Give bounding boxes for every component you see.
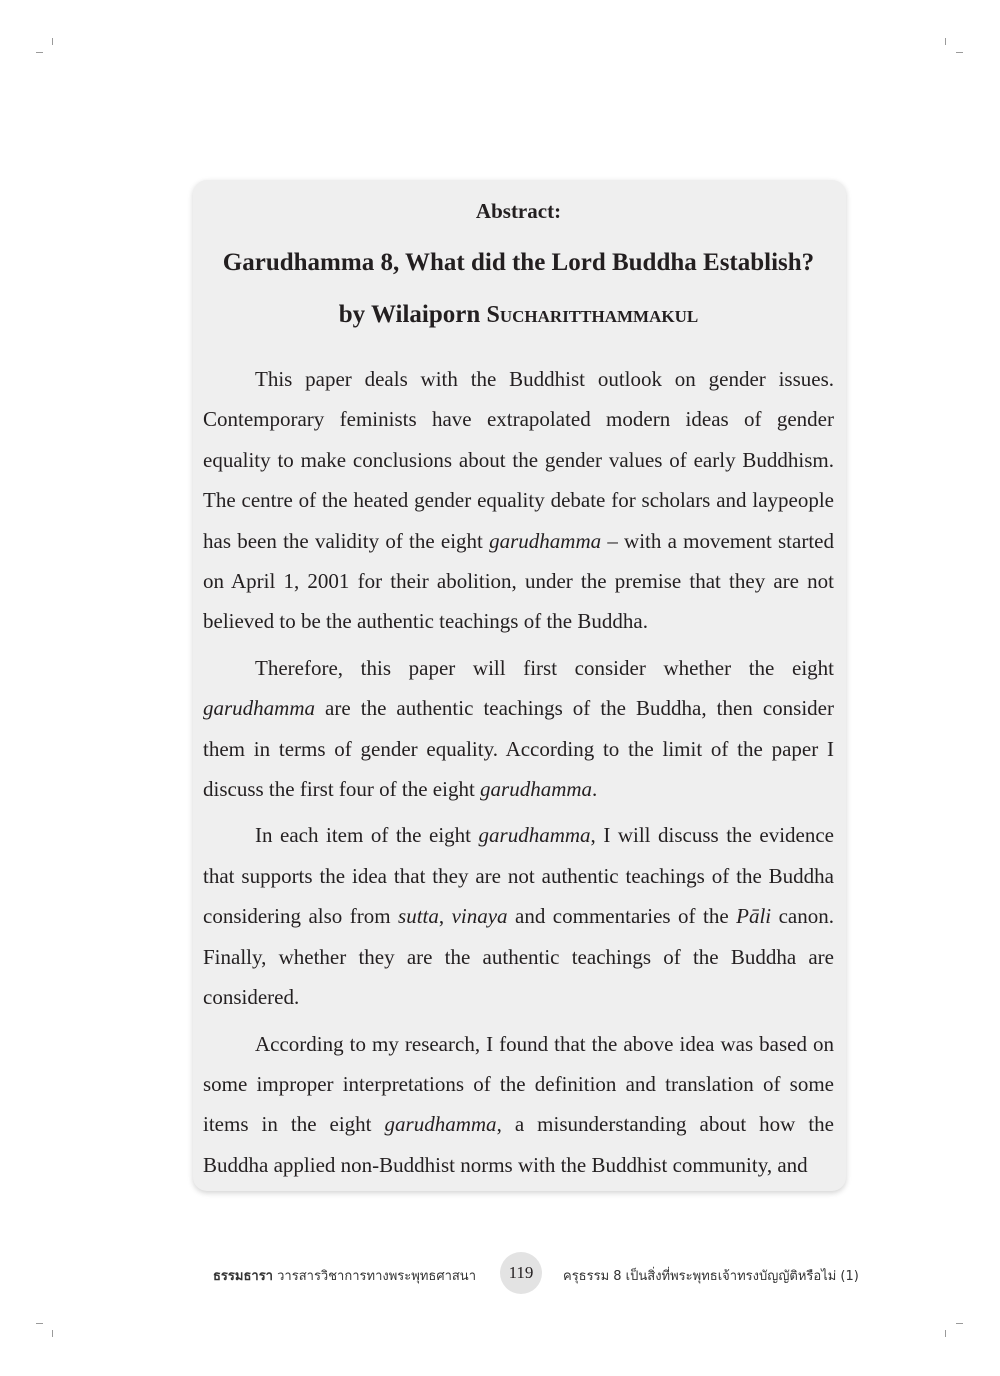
abstract-paragraph (203, 359, 834, 642)
byline-prefix: by Wilaiporn (338, 301, 487, 328)
paper-title: Garudhamma 8, What did the Lord Buddha Establish? (222, 249, 815, 276)
crop-mark (36, 1323, 43, 1324)
crop-mark (52, 1330, 53, 1337)
italic-term: garudhamma (489, 528, 602, 553)
journal-subtitle: วารสารวิชาการทางพระพุทธศาสนา (277, 1269, 476, 1284)
abstract-paragraph (203, 648, 834, 810)
paragraph-text: . (592, 777, 598, 802)
italic-term: vinaya (451, 904, 508, 929)
paragraph-text: , I will discuss the evidence that supports the idea that they are not authentic teachings of the Buddha considering also from (203, 823, 834, 929)
italic-term: garudhamma (480, 777, 593, 802)
paragraph-text: In each item of the eight (255, 823, 479, 848)
paragraph-text: canon. Finally, whether they are the authentic teachings of the Buddha are considered. (203, 904, 834, 1010)
italic-term: Pāli (736, 904, 772, 929)
crop-mark (36, 52, 43, 53)
paragraph-text: are the authentic teachings of the Buddha, then consider them in terms of gender equality. According to the limit of the paper I discuss the first four of the eight (203, 696, 834, 802)
crop-mark (956, 1323, 963, 1324)
article-running-title: ครุธรรม 8 เป็นสิ่งที่พระพุทธเจ้าทรงบัญญัติหรือไม่ (1) (563, 1269, 859, 1284)
italic-term: garudhamma (203, 696, 316, 721)
author-surname: Sucharitthammakul (486, 302, 699, 328)
paragraph-text: Therefore, this paper will first consider whether the eight (255, 655, 834, 680)
paragraph-text: According to my research, I found that the above idea was based on some improper interpretations of the definition and translation of some items in the eight (203, 1031, 834, 1137)
journal-info (213, 1265, 476, 1286)
italic-term: garudhamma (478, 823, 591, 848)
paragraph-text: – with a movement started on April 1, 2001 for their abolition, under the premise that they are not believed to be the authentic teachings of the Buddha. (203, 528, 834, 634)
paragraph-text: , a misunderstanding about how the Buddha applied non-Buddhist norms with the Buddhist community, and (203, 1112, 834, 1177)
crop-mark (956, 52, 963, 53)
abstract-paragraph (203, 815, 834, 1017)
paragraph-text: and commentaries of the (507, 904, 737, 929)
crop-mark (945, 38, 946, 45)
abstract-body (203, 359, 834, 1185)
paragraph-text: , (438, 904, 452, 929)
page-number: 119 (500, 1252, 542, 1294)
abstract-label: Abstract: (475, 199, 562, 223)
page-footer (0, 1252, 1000, 1292)
italic-term: garudhamma (384, 1112, 497, 1137)
abstract-paragraph (203, 1024, 834, 1186)
italic-term: sutta (398, 904, 439, 929)
abstract-box (193, 180, 846, 1191)
crop-mark (52, 38, 53, 45)
paragraph-text: This paper deals with the Buddhist outlook on gender issues. Contemporary feminists have extrapolated modern ideas of gender equality to make conclusions about the gender values of early Buddhism. The centre of the heated gender equality debate for scholars and laypeople has been the validity of the eight (203, 367, 834, 553)
journal-name: ธรรมธารา (212, 1269, 273, 1284)
author-byline (203, 300, 834, 330)
crop-mark (945, 1330, 946, 1337)
